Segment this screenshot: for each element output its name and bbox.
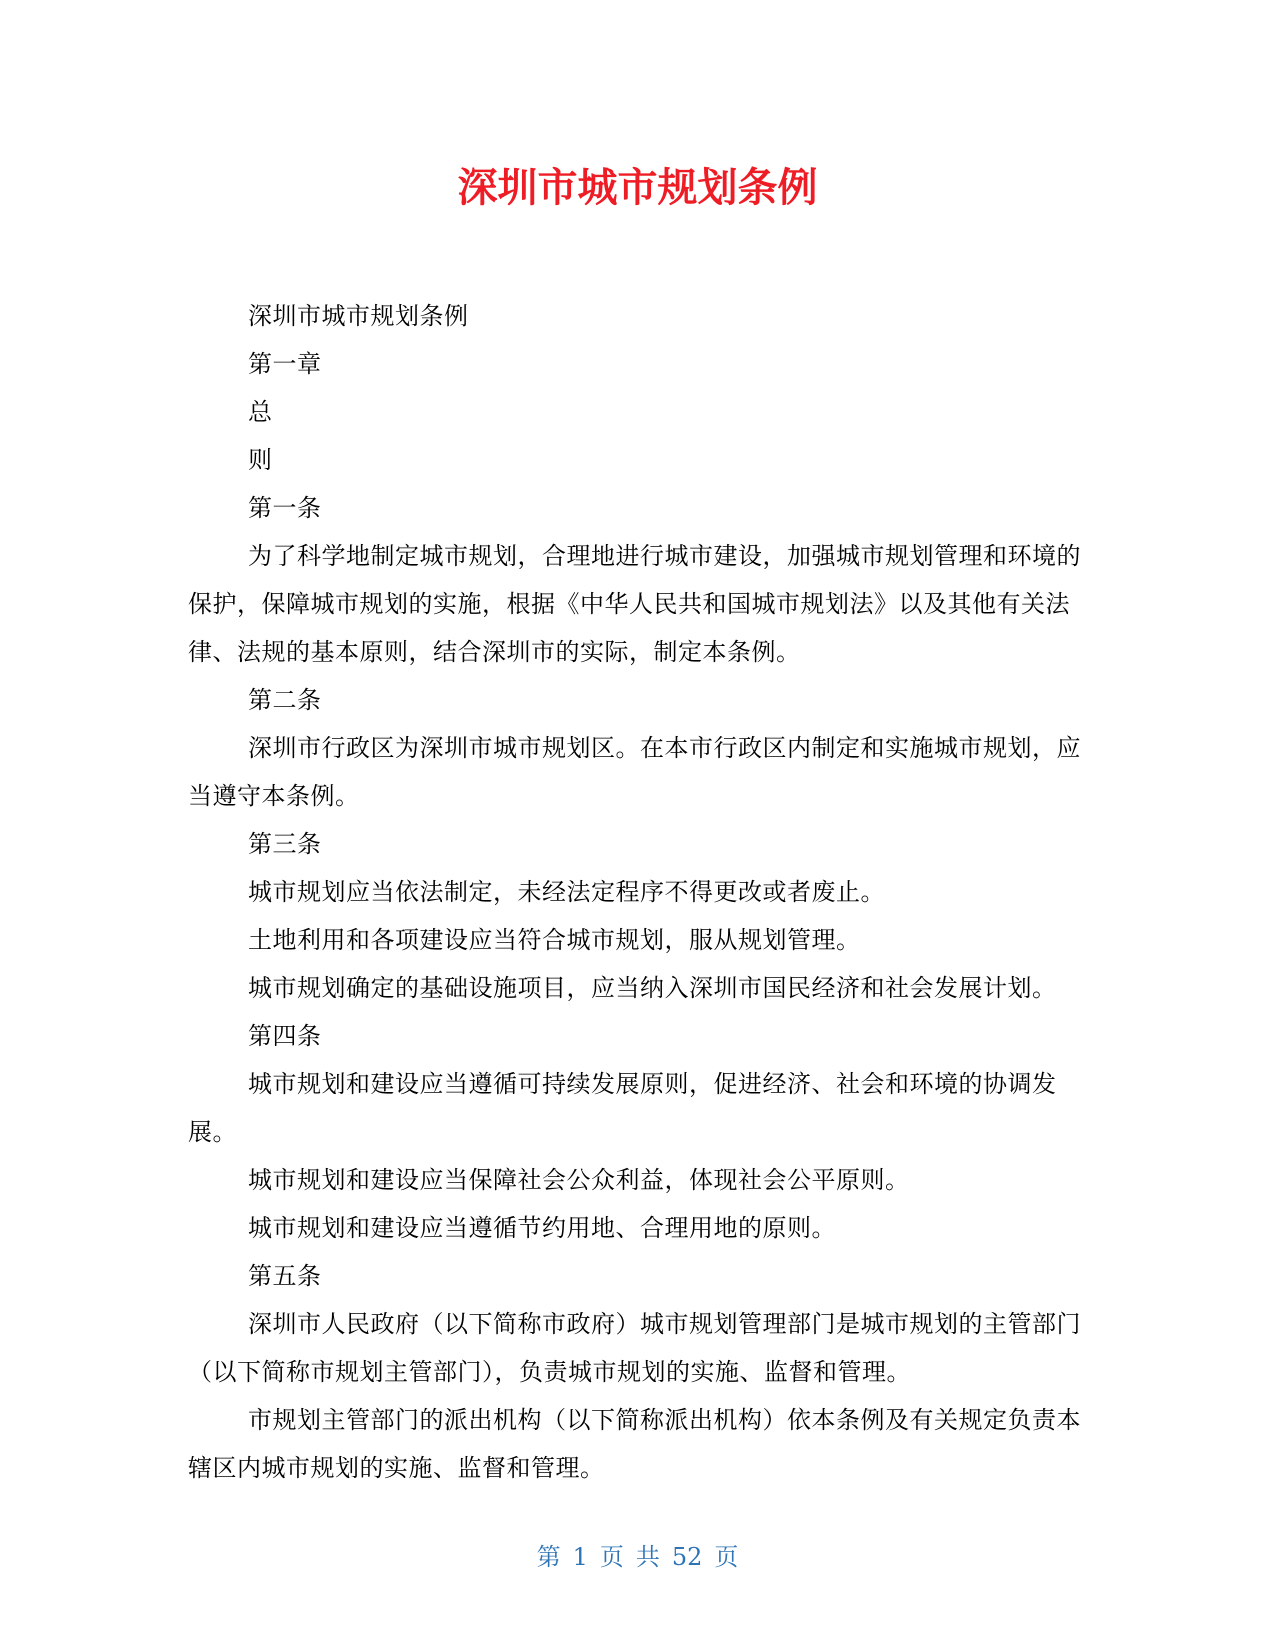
article-heading: 第四条 xyxy=(248,1022,322,1050)
total-unit: 页 xyxy=(714,1543,739,1571)
paragraph: 市规划主管部门的派出机构（以下简称派出机构）依本条例及有关规定负责本辖区内城市规划的实施、监督和管理。 xyxy=(188,1406,1081,1482)
page-unit: 页 xyxy=(599,1543,624,1571)
total-pages: 52 xyxy=(671,1543,703,1571)
paragraph: 为了科学地制定城市规划，合理地进行城市建设，加强城市规划管理和环境的保护，保障城市规划的实施，根据《中华人民共和国城市规划法》以及其他有关法律、法规的基本原则，结合深圳市的实际，制定本条例。 xyxy=(188,542,1081,666)
paragraph: 城市规划和建设应当保障社会公众利益，体现社会公平原则。 xyxy=(248,1166,910,1194)
paragraph: 深圳市城市规划条例 xyxy=(248,302,469,330)
chapter-heading: 第一章 xyxy=(248,350,322,378)
paragraph: 土地利用和各项建设应当符合城市规划，服从规划管理。 xyxy=(248,926,861,954)
article-heading: 第一条 xyxy=(248,494,322,522)
page-number: 1 xyxy=(572,1543,588,1571)
article-heading: 第二条 xyxy=(248,686,322,714)
document-body xyxy=(188,292,1088,1492)
page-footer xyxy=(0,1540,1275,1574)
chapter-title-part: 则 xyxy=(248,446,273,474)
document-title: 深圳市城市规划条例 xyxy=(457,165,818,211)
article-heading: 第五条 xyxy=(248,1262,322,1290)
paragraph: 城市规划应当依法制定，未经法定程序不得更改或者废止。 xyxy=(248,878,885,906)
chapter-title-part: 总 xyxy=(248,398,273,426)
paragraph: 城市规划和建设应当遵循可持续发展原则，促进经济、社会和环境的协调发展。 xyxy=(188,1070,1057,1146)
total-label: 共 xyxy=(635,1543,660,1571)
article-heading: 第三条 xyxy=(248,830,322,858)
paragraph: 城市规划确定的基础设施项目，应当纳入深圳市国民经济和社会发展计划。 xyxy=(248,974,1057,1002)
paragraph: 深圳市人民政府（以下简称市政府）城市规划管理部门是城市规划的主管部门（以下简称市规划主管部门），负责城市规划的实施、监督和管理。 xyxy=(188,1310,1081,1386)
paragraph: 深圳市行政区为深圳市城市规划区。在本市行政区内制定和实施城市规划，应当遵守本条例。 xyxy=(188,734,1081,810)
page-label: 第 xyxy=(536,1543,561,1571)
paragraph: 城市规划和建设应当遵循节约用地、合理用地的原则。 xyxy=(248,1214,836,1242)
